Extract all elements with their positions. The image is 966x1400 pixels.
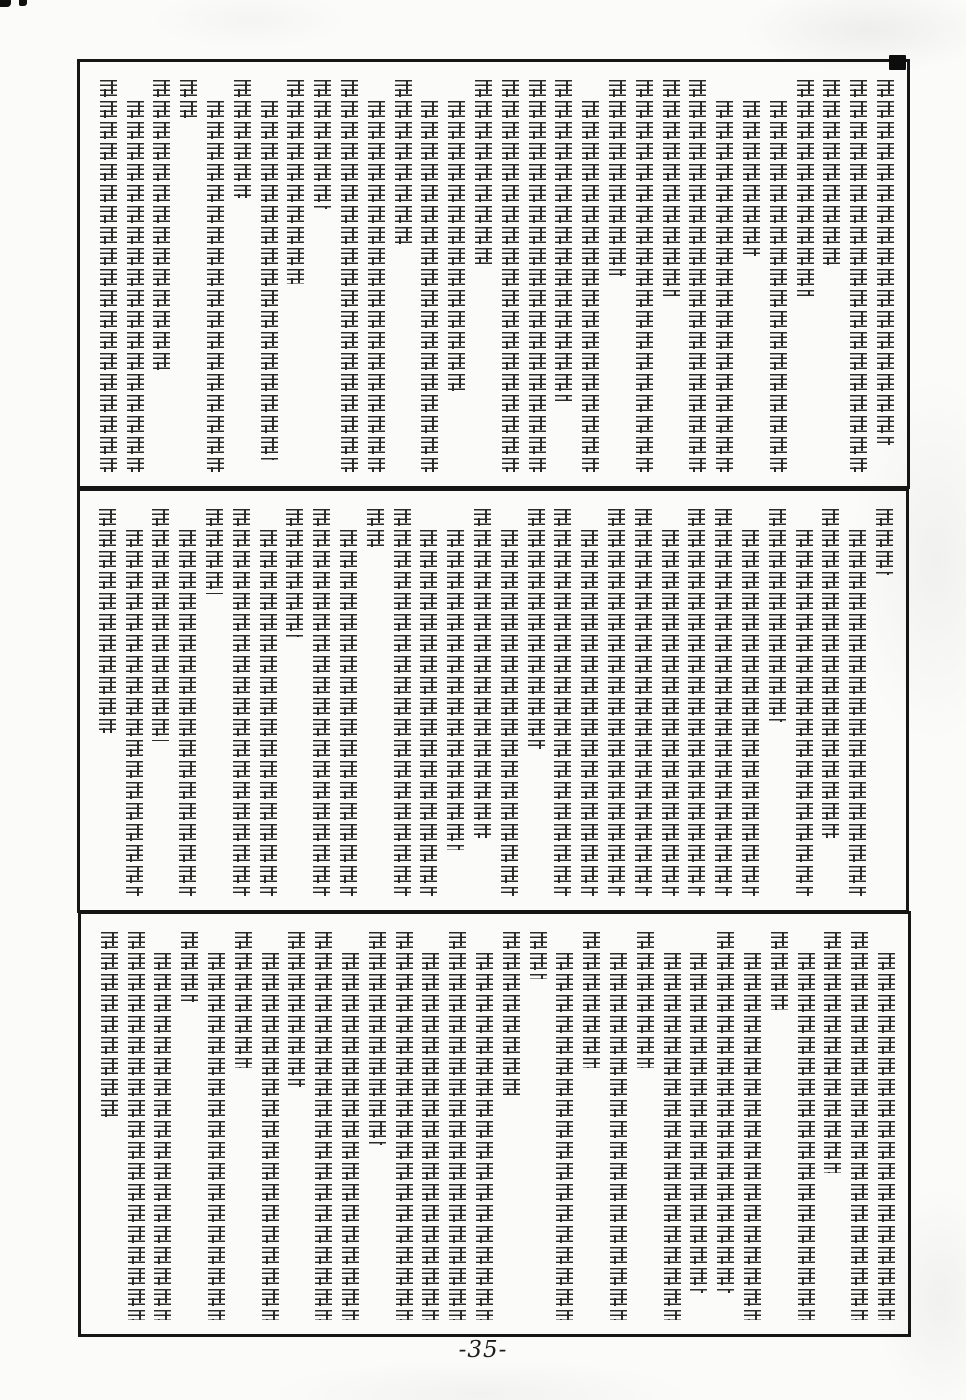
text-column (876, 509, 893, 575)
text-column (287, 80, 304, 284)
text-column (315, 932, 332, 1320)
text-column (233, 509, 250, 896)
text-column (581, 530, 598, 896)
text-column (528, 509, 545, 749)
text-column (555, 80, 572, 401)
text-column (503, 932, 520, 1095)
text-column (474, 509, 491, 838)
text-column (99, 509, 116, 733)
text-column (101, 932, 118, 1118)
text-column (100, 80, 117, 472)
text-column (582, 101, 599, 472)
text-block-1 (77, 59, 910, 489)
text-block-3 (78, 911, 911, 1337)
text-column (608, 509, 625, 896)
text-column (180, 80, 197, 119)
text-column (369, 932, 386, 1145)
scan-speck (0, 0, 11, 7)
text-columns-2 (80, 491, 906, 910)
text-column (340, 530, 357, 896)
text-column (396, 932, 413, 1320)
text-column (849, 530, 866, 896)
text-column (771, 932, 788, 1010)
scan-ink-blob (889, 55, 906, 70)
text-column (662, 530, 679, 896)
text-column (743, 101, 760, 256)
text-column (128, 932, 145, 1320)
text-column (663, 80, 680, 296)
text-column (501, 530, 518, 896)
text-column (502, 80, 519, 472)
text-column (769, 509, 786, 722)
text-column (127, 101, 144, 472)
text-column (798, 953, 815, 1320)
text-column (208, 953, 225, 1320)
text-column (636, 80, 653, 472)
text-column (367, 509, 384, 548)
text-column (181, 932, 198, 1002)
text-column (206, 509, 223, 594)
text-column (475, 80, 492, 264)
text-column (421, 101, 438, 472)
text-column (610, 953, 627, 1320)
text-column (878, 953, 895, 1320)
text-column (342, 953, 359, 1320)
text-columns-1 (80, 62, 907, 486)
text-column (797, 80, 814, 296)
text-column (851, 932, 868, 1320)
text-column (530, 932, 547, 979)
text-column (529, 80, 546, 472)
text-column (664, 953, 681, 1320)
text-column (637, 932, 654, 1068)
text-column (262, 953, 279, 1320)
text-column (690, 953, 707, 1293)
text-column (717, 932, 734, 1293)
text-column (716, 101, 733, 472)
text-column (153, 80, 170, 374)
text-column (688, 509, 705, 896)
text-column (341, 80, 358, 472)
text-column (154, 953, 171, 1320)
text-column (877, 80, 894, 445)
text-column (822, 509, 839, 838)
text-column (422, 953, 439, 1320)
text-column (261, 101, 278, 460)
text-column (260, 530, 277, 896)
text-column (556, 953, 573, 1320)
text-column (234, 80, 251, 198)
text-column (368, 101, 385, 472)
text-column (744, 953, 761, 1320)
text-column (394, 509, 411, 896)
text-column (420, 530, 437, 896)
text-column (635, 509, 652, 896)
text-columns-3 (81, 914, 908, 1334)
text-column (179, 530, 196, 896)
text-column (288, 932, 305, 1087)
text-column (395, 80, 412, 245)
text-column (609, 80, 626, 276)
text-column (742, 530, 759, 896)
text-column (823, 80, 840, 268)
text-column (235, 932, 252, 1068)
text-column (715, 509, 732, 896)
text-column (448, 101, 465, 394)
text-column (449, 932, 466, 1320)
page-number: -35- (458, 1337, 508, 1363)
text-column (770, 101, 787, 472)
text-column (126, 530, 143, 896)
text-column (554, 509, 571, 896)
text-column (447, 530, 464, 850)
text-column (796, 530, 813, 896)
text-column (207, 101, 224, 472)
text-column (152, 509, 169, 741)
text-column (850, 80, 867, 472)
text-column (286, 509, 303, 637)
text-column (313, 509, 330, 896)
text-column (314, 80, 331, 209)
text-column (476, 953, 493, 1320)
text-column (583, 932, 600, 1068)
text-block-2 (77, 488, 909, 913)
text-column (689, 80, 706, 472)
scan-speck (19, 0, 27, 6)
text-column (824, 932, 841, 1173)
